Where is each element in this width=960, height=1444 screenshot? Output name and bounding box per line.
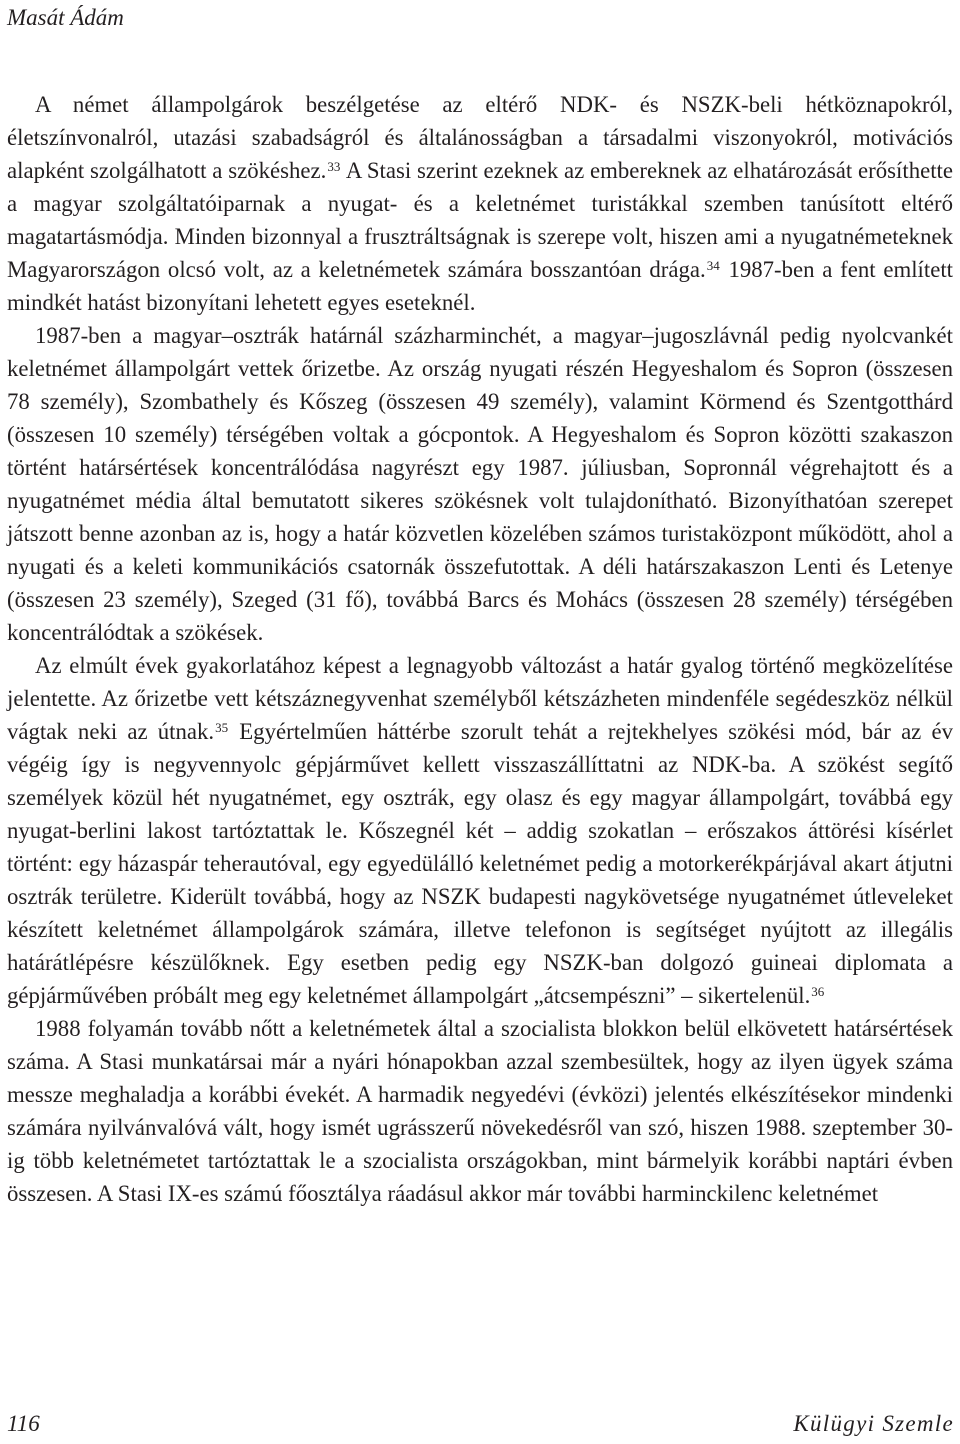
paragraph	[7, 88, 953, 319]
footnote-reference: 33	[327, 158, 341, 174]
journal-name: Külügyi Szemle	[793, 1411, 954, 1436]
text-segment: A Stasi szerint ezeknek az embereknek az elhatározását erősíthette a magyar szolgáltatóiparnak a nyugat- és a keletnémet turistákkal szemben tanúsított eltérő magatartásmódja. Minden bizonnyal a frusztráltságnak is szerepe volt, hiszen ami a nyugatnémeteknek Magyarországon olcsó volt, az a keletnémetek számára bosszantóan drága.	[7, 158, 953, 282]
text-segment: 1987-ben a fent említett mindkét hatást bizonyítani lehetett egyes eseteknél.	[7, 257, 953, 315]
page-number: 116	[7, 1411, 40, 1436]
text-segment: A német állampolgárok beszélgetése az eltérő NDK- és NSZK-beli hétköznapokról, életszínvonalról, utazási szabadságról és általánosságban a társadalmi viszonyokról, motivációs alapként szolgálhatott a szökéshez.	[7, 92, 953, 183]
running-head-author: Masát Ádám	[7, 5, 124, 30]
paragraph	[7, 319, 953, 649]
text-segment: 1987-ben a magyar–osztrák határnál százharminchét, a magyar–jugoszlávnál pedig nyolcvankét keletnémet állampolgárt vettek őrizetbe. Az ország nyugati részén Hegyeshalom és Sopron (összesen 78 személy), Szombathely és Kőszeg (összesen 49 személy), valamint Körmend és Szentgotthárd (összesen 10 személy) térségében voltak a gócpontok. A Hegyeshalom és Sopron közötti szakaszon történt határsértések koncentrálódása nagyrészt egy 1987. júliusban, Sopronnál végrehajtott és a nyugatnémet média által bemutatott sikeres szökésnek volt tulajdonítható. Bizonyíthatóan szerepet játszott benne azonban az is, hogy a határ közvetlen közelében számos turistaközpont működött, ahol a nyugati és a keleti kommunikációs csatornák összefutottak. A déli határszakaszon Lenti és Letenye (összesen 23 személy), Szeged (31 fő), továbbá Barcs és Mohács (összesen 28 személy) térségében koncentrálódtak a szökések.	[7, 323, 953, 645]
paragraph	[7, 1012, 953, 1210]
footnote-reference: 34	[706, 257, 720, 273]
body-text	[7, 88, 953, 1210]
footnote-reference: 35	[215, 719, 229, 735]
paragraph	[7, 649, 953, 1012]
text-segment: Az elmúlt évek gyakorlatához képest a legnagyobb változást a határ gyalog történő megközelítése jelentette. Az őrizetbe vett kétszáznegyvenhat személyből kétszázheten mindenféle segédeszköz nélkül vágtak neki az útnak.	[7, 653, 953, 744]
text-segment: 1988 folyamán tovább nőtt a keletnémetek által a szocialista blokkon belül elkövetett határsértések száma. A Stasi munkatársai már a nyári hónapokban azzal szembesültek, hogy az ilyen ügyek száma messze meghaladja a korábbi évekét. A harmadik negyedévi (évközi) jelentés elkészítésekor mindenki számára nyilvánvalóvá vált, hogy ismét ugrásszerű növekedésről van szó, hiszen 1988. szeptember 30-ig több keletnémetet tartóztattak le a szocialista országokban, mint bármelyik korábbi naptári évben összesen. A Stasi IX-es számú főosztálya ráadásul akkor már további harminckilenc keletnémet	[7, 1016, 953, 1206]
footnote-reference: 36	[811, 983, 825, 999]
text-segment: Egyértelműen háttérbe szorult tehát a rejtekhelyes szökési mód, bár az év végéig így is negyvennyolc gépjárművet kellett visszaszállíttatni az NDK-ba. A szökést segítő személyek közül hét nyugatnémet, egy osztrák, egy olasz és egy magyar állampolgárt, továbbá egy nyugat-berlini lakost tartóztattak le. Kőszegnél két – addig szokatlan – erőszakos áttörési kísérlet történt: egy házaspár teherautóval, egy egyedülálló keletnémet pedig a motorkerékpárjával akart átjutni osztrák területre. Kiderült továbbá, hogy az NSZK budapesti nagykövetsége nyugatnémet útleveleket készített keletnémet állampolgárok számára, illetve telefonon is segítséget nyújtott az illegális határátlépésre készülőknek. Egy esetben pedig egy NSZK-ban dolgozó guineai diplomata a gépjárművében próbált meg egy keletnémet állampolgárt „átcsempészni” – sikertelenül.	[7, 719, 953, 1008]
